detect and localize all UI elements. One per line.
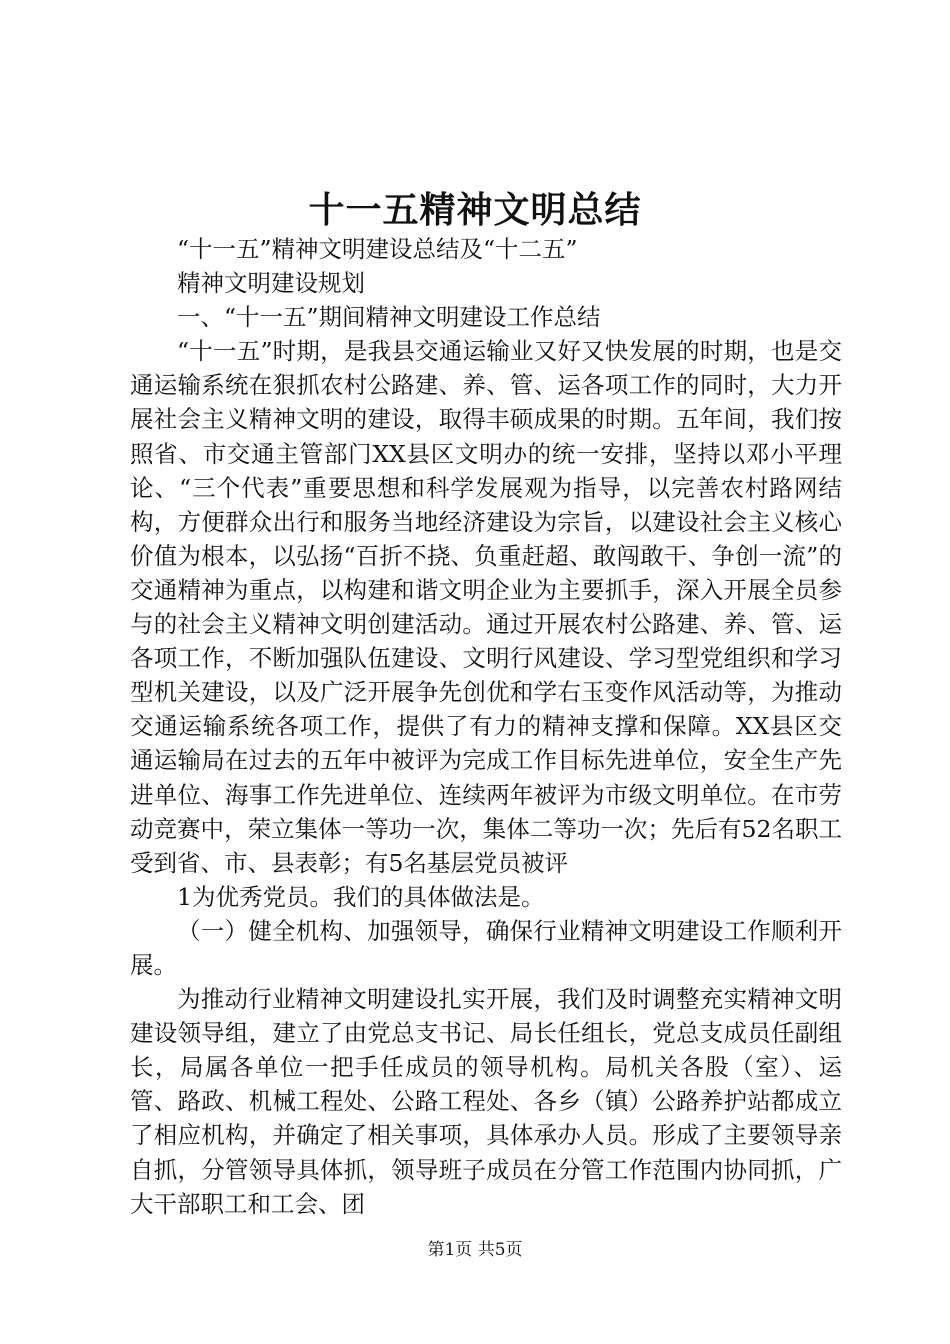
- body-paragraph: 为推动行业精神文明建设扎实开展，我们及时调整充实精神文明建设领导组，建立了由党总支书记、局长任组长，党总支成员任副组长，局属各单位一把手任成员的领导机构。局机关各股（室）、运管、路政、机械工程处、公路工程处、各乡（镇）公路养护站都成立了相应机构，并确定了相关事项，具体承办人员。形成了主要领导亲自抓，分管领导具体抓，领导班子成员在分管工作范围内协同抓，广大干部职工和工会、团: [130, 985, 842, 1218]
- body-paragraph: 1为优秀党员。我们的具体做法是。: [177, 882, 545, 911]
- subsection-heading: （一）健全机构、加强领导，确保行业精神文明建设工作顺利开展。: [130, 916, 842, 979]
- document-body: [130, 232, 842, 1221]
- page-footer: 第1页 共5页: [427, 1240, 523, 1260]
- document-title: 十一五精神文明总结: [308, 189, 642, 231]
- body-paragraph: “十一五”时期，是我县交通运输业又好又快发展的时期，也是交通运输系统在狠抓农村公路建、养、管、运各项工作的同时，大力开展社会主义精神文明的建设，取得丰硕成果的时期。五年间，我们按照省、市交通主管部门XX县区文明办的统一安排，坚持以邓小平理论、“三个代表”重要思想和科学发展观为指导，以完善农村路网结构，方便群众出行和服务当地经济建设为宗旨，以建设社会主义核心价值为根本，以弘扬“百折不挠、负重赶超、敢闯敢干、争创一流”的交通精神为重点，以构建和谐文明企业为主要抓手，深入开展全员参与的社会主义精神文明创建活动。通过开展农村公路建、养、管、运各项工作，不断加强队伍建设、文明行风建设、学习型党组织和学习型机关建设，以及广泛开展争先创优和学右玉变作风活动等，为推动交通运输系统各项工作，提供了有力的精神支撑和保障。XX县区交通运输局在过去的五年中被评为完成工作目标先进单位，安全生产先进单位、海事工作先进单位、连续两年被评为市级文明单位。在市劳动竞赛中，荣立集体一等功一次，集体二等功一次；先后有52名职工受到省、市、县表彰；有5名基层党员被评: [130, 337, 842, 877]
- subtitle-line-2: 精神文明建设规划: [177, 269, 365, 298]
- subtitle-line-1: “十一五”精神文明建设总结及“十二五”: [177, 235, 578, 263]
- section-heading: 一、“十一五”期间精神文明建设工作总结: [177, 303, 601, 332]
